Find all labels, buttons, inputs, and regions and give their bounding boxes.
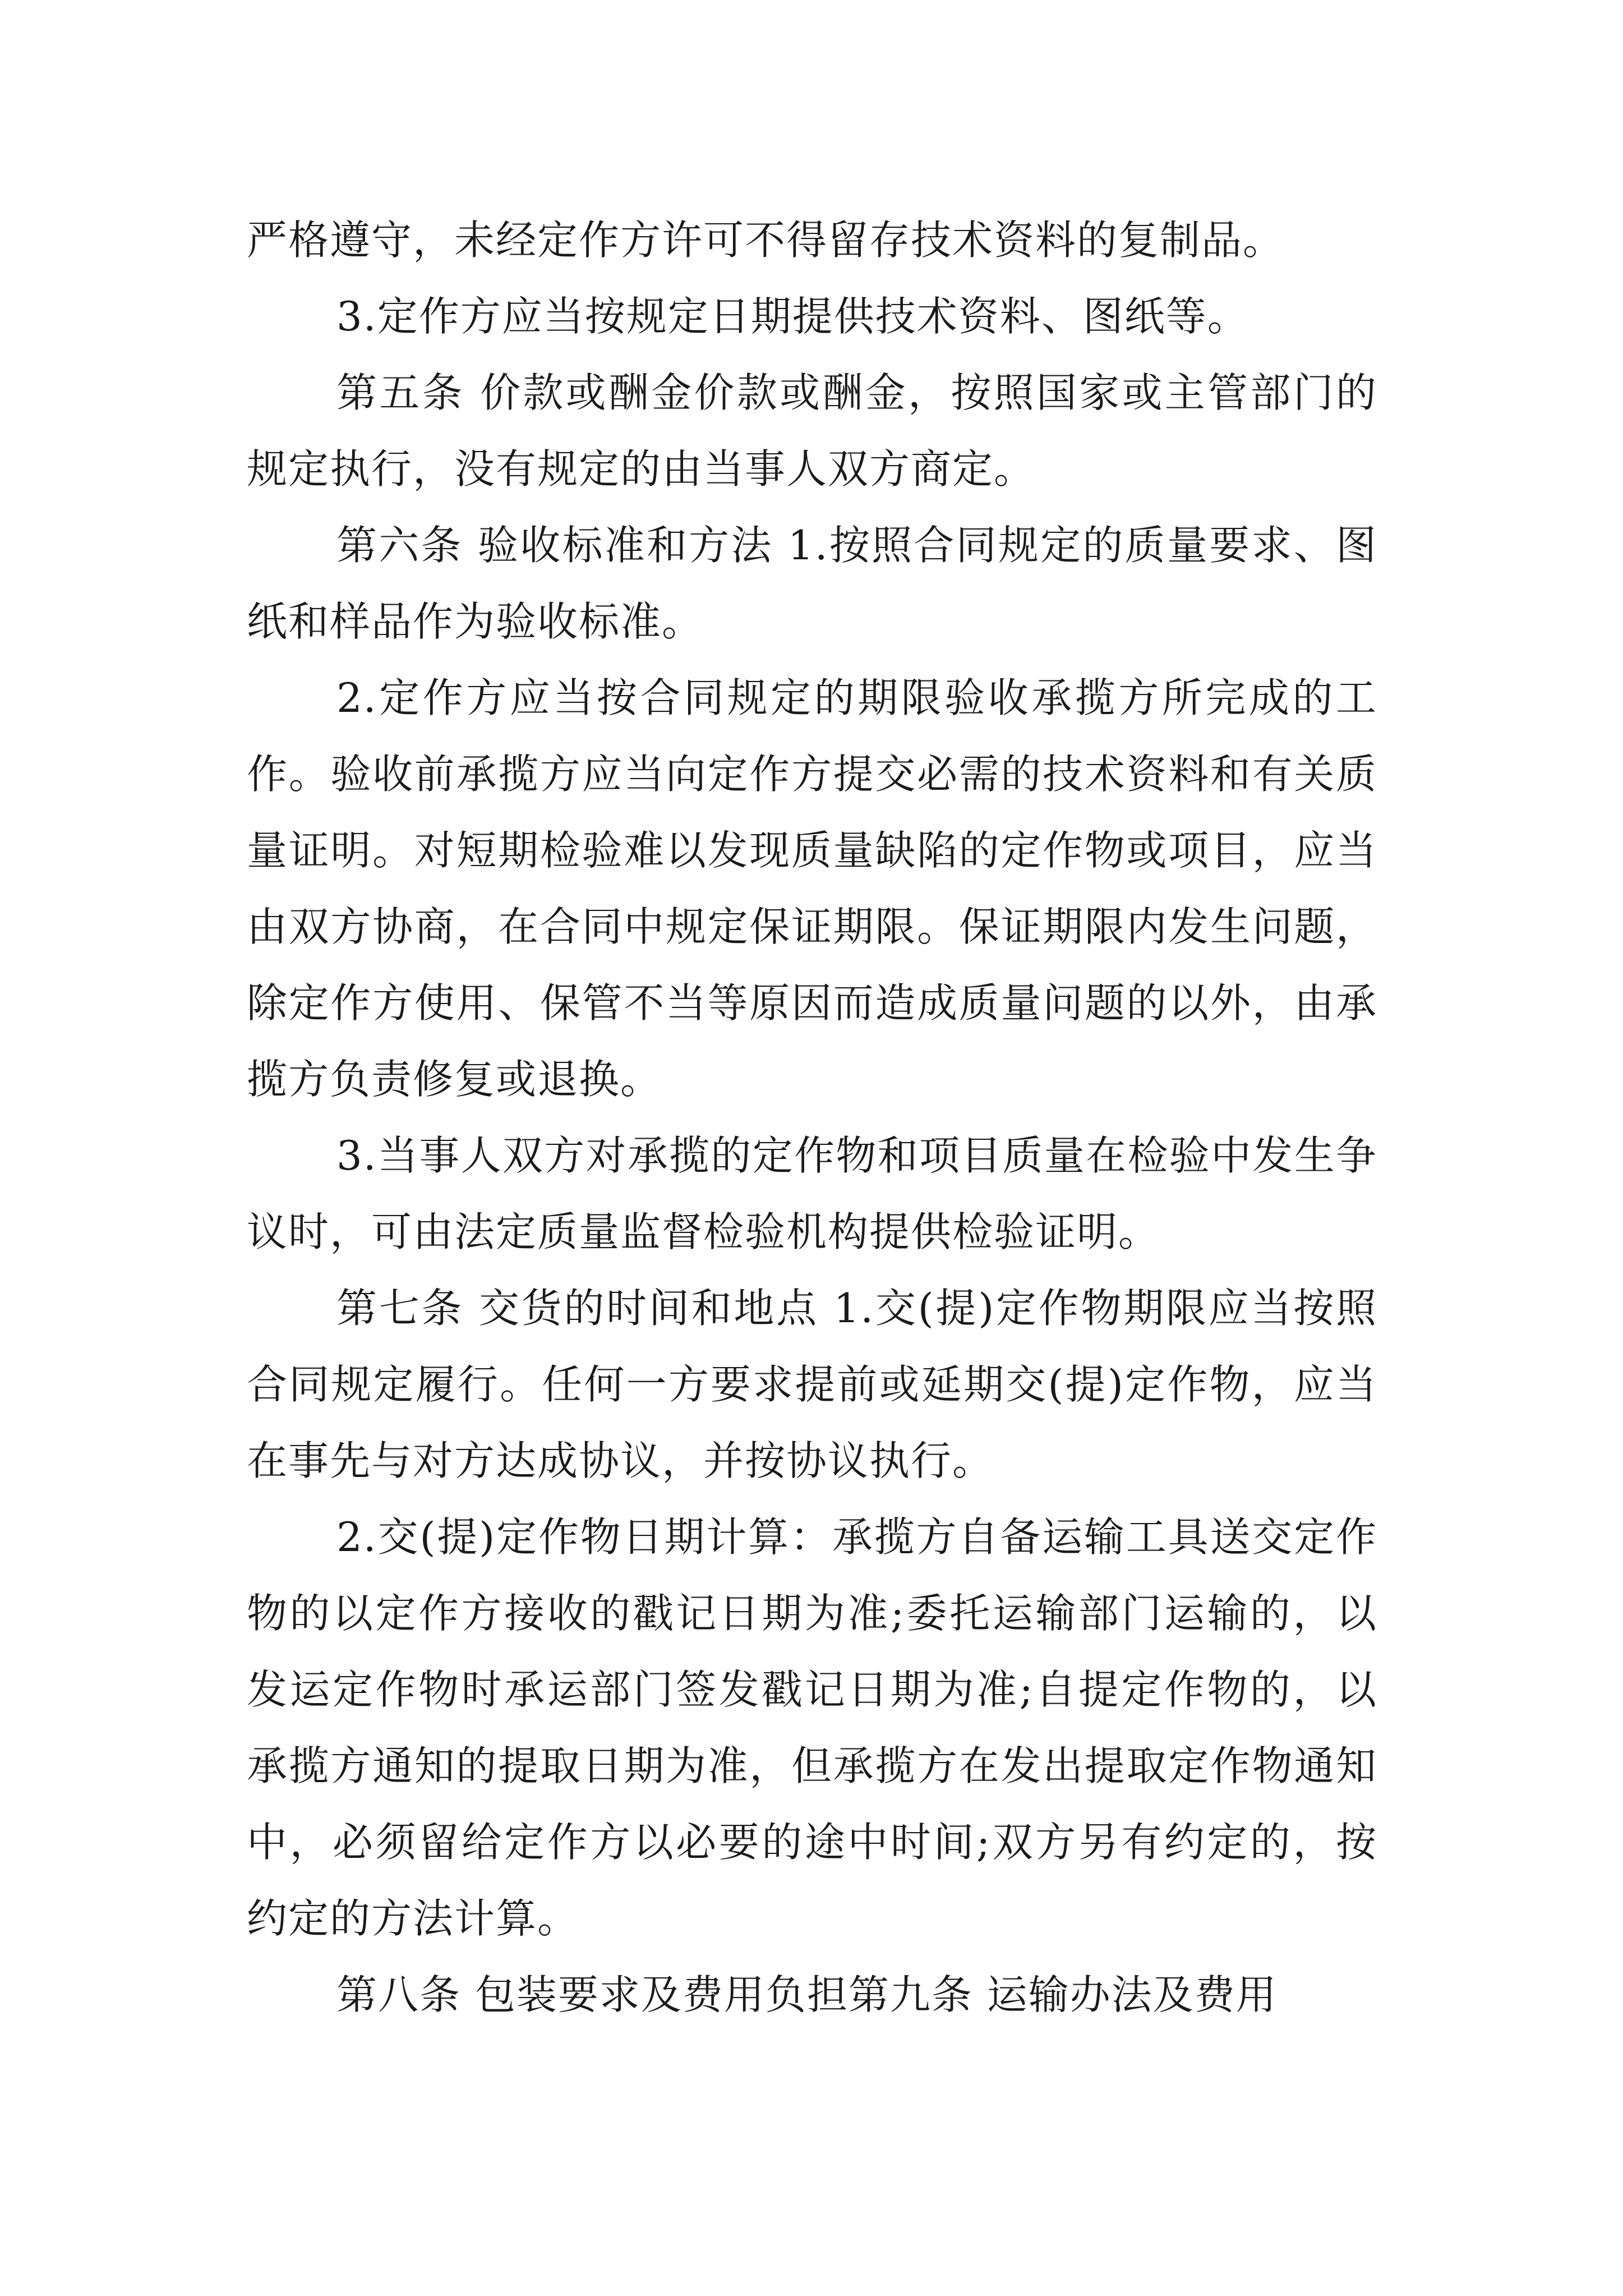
paragraph-article-6-item-2: 2.定作方应当按合同规定的期限验收承揽方所完成的工作。验收前承揽方应当向定作方提交必需的技术资料和有关质量证明。对短期检验难以发现质量缺陷的定作物或项目，应当由双方协商，在合同中规定保证期限。保证期限内发生问题，除定作方使用、保管不当等原因而造成质量问题的以外，由承揽方负责修复或退换。 bbox=[247, 674, 1377, 1103]
document-body bbox=[247, 202, 1377, 2033]
paragraph-article-6-item-3: 3.当事人双方对承揽的定作物和项目质量在检验中发生争议时，可由法定质量监督检验机构提供检验证明。 bbox=[247, 1132, 1377, 1255]
paragraph-article-7-item-2: 2.交(提)定作物日期计算：承揽方自备运输工具送交定作物的以定作方接收的戳记日期为准;委托运输部门运输的，以发运定作物时承运部门签发戳记日期为准;自提定作物的，以承揽方通知的提取日期为准，但承揽方在发出提取定作物通知中，必须留给定作方以必要的途中时间;双方另有约定的，按约定的方法计算。 bbox=[247, 1513, 1377, 1942]
paragraph-continuation: 严格遵守，未经定作方许可不得留存技术资料的复制品。 bbox=[247, 217, 1285, 264]
paragraph-clause-4-item-3: 3.定作方应当按规定日期提供技术资料、图纸等。 bbox=[336, 293, 1249, 340]
paragraph-article-6: 第六条 验收标准和方法 1.按照合同规定的质量要求、图纸和样品作为验收标准。 bbox=[247, 522, 1377, 645]
paragraph-article-5: 第五条 价款或酬金价款或酬金，按照国家或主管部门的规定执行，没有规定的由当事人双方商定。 bbox=[247, 369, 1377, 493]
paragraph-article-8-9: 第八条 包装要求及费用负担第九条 运输办法及费用 bbox=[336, 1971, 1278, 2018]
paragraph-article-7: 第七条 交货的时间和地点 1.交(提)定作物期限应当按照合同规定履行。任何一方要求提前或延期交(提)定作物，应当在事先与对方达成协议，并按协议执行。 bbox=[247, 1285, 1377, 1484]
